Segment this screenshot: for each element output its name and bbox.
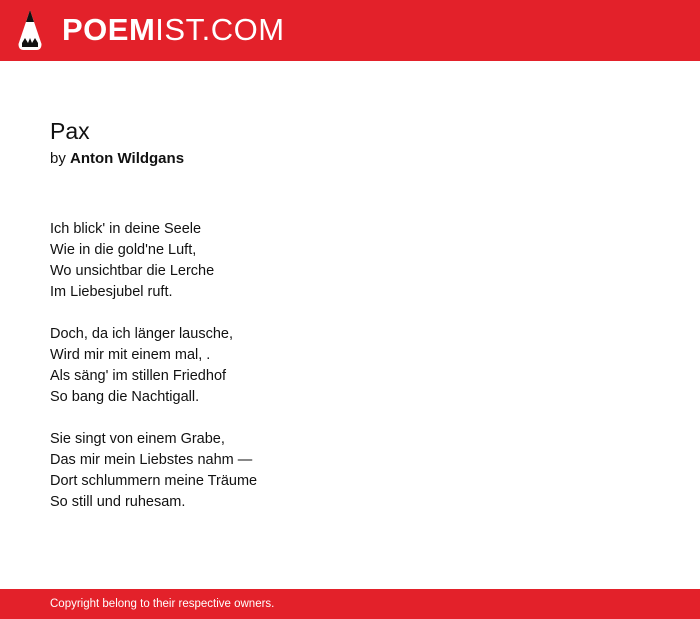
poem-line: Dort schlummern meine Träume <box>50 473 258 489</box>
poem-line: Ich blick' in deine Seele <box>50 221 202 237</box>
poem-body <box>50 219 650 534</box>
poem-author: Anton Wildgans <box>70 150 185 167</box>
copyright-text: Copyright belong to their respective owners. <box>50 598 275 610</box>
poem-stanza <box>50 219 650 303</box>
pencil-tip-icon[interactable] <box>17 9 43 52</box>
poem-title: Pax <box>50 118 90 144</box>
poem-stanza <box>50 324 650 408</box>
poem-line: Wird mir mit einem mal, . <box>50 347 211 363</box>
poem-line: So still und ruhesam. <box>50 494 186 510</box>
poem-byline <box>50 149 184 169</box>
poem-line: Das mir mein Liebstes nahm — <box>50 452 253 468</box>
poem-line: So bang die Nachtigall. <box>50 389 200 405</box>
site-footer <box>0 589 700 619</box>
logo-bold-text: POEM <box>62 12 156 47</box>
poem-line: Wie in die gold'ne Luft, <box>50 242 197 258</box>
logo-light-text: IST.COM <box>155 12 285 47</box>
poem-stanza <box>50 429 650 513</box>
site-header <box>0 0 700 61</box>
poem-line: Als säng' im stillen Friedhof <box>50 368 227 384</box>
poem-line: Doch, da ich länger lausche, <box>50 326 233 342</box>
site-logo[interactable] <box>62 13 285 47</box>
poem-line: Im Liebesjubel ruft. <box>50 284 173 300</box>
poem-line: Wo unsichtbar die Lerche <box>50 263 215 279</box>
poem-line: Sie singt von einem Grabe, <box>50 431 225 447</box>
by-label: by <box>50 150 66 167</box>
